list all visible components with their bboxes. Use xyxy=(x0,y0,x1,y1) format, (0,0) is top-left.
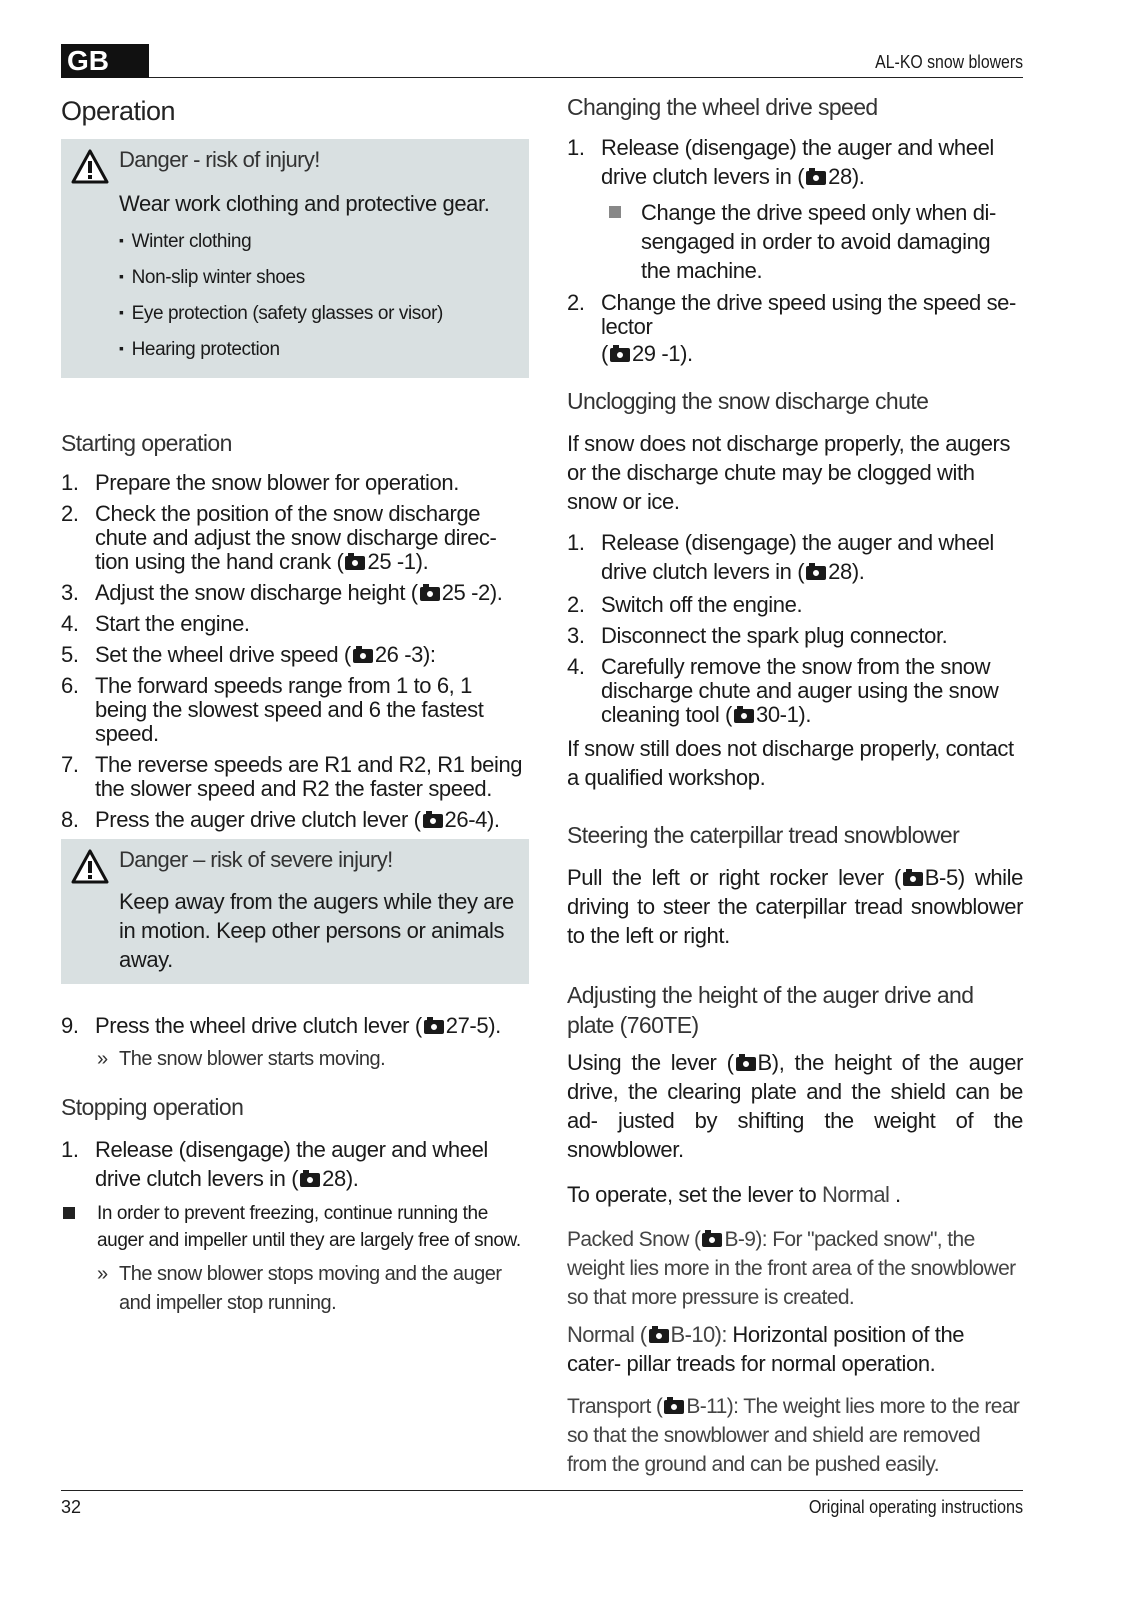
note-freezing: In order to prevent freezing, continue running the auger and impeller until they are largely free of snow. xyxy=(61,1200,529,1254)
step-item: 7. The reverse speeds are R1 and R2, R1 being the slower speed and R2 the faster speed. xyxy=(61,752,523,801)
step-item: 4. Start the engine. xyxy=(61,611,250,636)
unclog-intro: If snow does not discharge properly, the augers or the discharge chute may be clogged with snow or ice. xyxy=(567,431,1011,514)
page-header xyxy=(61,44,1023,78)
step-item: 1. Prepare the snow blower for operation. xyxy=(61,470,459,495)
unclog-steps xyxy=(567,528,1023,727)
list-item: ▪ Winter clothing xyxy=(119,224,519,260)
step-item: 3. Disconnect the spark plug connector. xyxy=(567,623,948,648)
unclog-outro: If snow still does not discharge properly, contact a qualified workshop. xyxy=(567,736,1014,790)
protective-gear-list xyxy=(119,224,519,368)
danger-text: Keep away from the augers while they are in motion. Keep other persons or animals away. xyxy=(119,889,514,972)
heading-height-adjust: Adjusting the height of the auger drive and plate (760TE) xyxy=(567,982,974,1038)
list-item: ▪ Non-slip winter shoes xyxy=(119,260,519,296)
warning-triangle-icon xyxy=(71,149,109,185)
height-text: Using the lever ( B), the height of the auger drive, the clearing plate and the shield can be ad- justed by shifting the weight of the snowblower. xyxy=(567,1050,1023,1162)
step-item: 1. Release (disengage) the auger and wheel drive clutch levers in ( 28). xyxy=(567,135,994,189)
camera-icon xyxy=(420,587,440,601)
page-footer xyxy=(61,1490,1023,1530)
camera-icon xyxy=(664,1400,684,1414)
packed-snow-text: Packed Snow ( B-9): For "packed snow", the weight lies more in the front area of the snowblower so that more pressure is created. xyxy=(567,1228,1016,1309)
camera-icon xyxy=(353,649,373,663)
left-column xyxy=(61,92,529,1318)
right-column xyxy=(567,92,1023,1479)
step-item: 9. Press the wheel drive clutch lever ( 27-5). xyxy=(61,1013,501,1038)
starting-steps xyxy=(61,471,529,832)
note-square-icon xyxy=(63,1207,75,1219)
note-drive-speed: Change the drive speed only when di- sengaged in order to avoid damaging the machine. xyxy=(567,198,1023,285)
step-item: 6. The forward speeds range from 1 to 6, 1 being the slowest speed and 6 the fastest speed. xyxy=(61,673,484,746)
footer-title: Original operating instructions xyxy=(808,1497,1023,1517)
step-item: 4. Carefully remove the snow from the snow discharge chute and auger using the snow cleaning tool ( 30-1). xyxy=(567,654,999,727)
speed-selector-ref: ( 29 -1). xyxy=(601,341,693,366)
page-number: 32 xyxy=(61,1497,82,1517)
result-text: » The snow blower stops moving and the auger and impeller stop running. xyxy=(97,1263,502,1314)
camera-icon xyxy=(736,1057,756,1071)
camera-icon xyxy=(702,1233,722,1247)
wheel-speed-steps xyxy=(567,133,1023,191)
step-9 xyxy=(61,1014,529,1038)
list-item: ▪ Eye protection (safety glasses or visor) xyxy=(119,296,519,332)
steering-text: Pull the left or right rocker lever ( B-5) while driving to steer the caterpillar tread snowblower to the left or right. xyxy=(567,865,1023,948)
camera-icon xyxy=(649,1329,669,1343)
camera-icon xyxy=(345,556,365,570)
language-badge: GB xyxy=(61,44,149,78)
camera-icon xyxy=(424,1020,444,1034)
result-text: » The snow blower starts moving. xyxy=(97,1048,386,1070)
heading-wheel-speed: Changing the wheel drive speed xyxy=(567,94,878,120)
step-item: 1. Release (disengage) the auger and wheel drive clutch levers in ( 28). xyxy=(61,1137,488,1191)
warning-triangle-icon xyxy=(71,849,109,885)
stopping-steps xyxy=(61,1135,529,1193)
camera-icon xyxy=(300,1173,320,1187)
danger-box-injury xyxy=(61,139,529,378)
list-item: ▪ Hearing protection xyxy=(119,332,519,368)
transport-text: Transport ( B-11): The weight lies more to the rear so that the snowblower and shield are removed from the ground and can be pushed easily. xyxy=(567,1395,1020,1476)
danger-text: Wear work clothing and protective gear. xyxy=(119,191,490,216)
operate-text: To operate, set the lever to Normal . xyxy=(567,1182,901,1207)
section-title-operation: Operation xyxy=(61,96,176,126)
step-item: 3. Adjust the snow discharge height ( 25 -2). xyxy=(61,580,503,605)
danger-title: Danger - risk of injury! xyxy=(119,147,320,172)
danger-box-severe xyxy=(61,839,529,984)
camera-icon xyxy=(734,709,754,723)
heading-stopping-operation: Stopping operation xyxy=(61,1094,244,1120)
camera-icon xyxy=(423,814,443,828)
step-item: 5. Set the wheel drive speed ( 26 -3): xyxy=(61,642,436,667)
step-item: 2. Change the drive speed using the speed se- lector xyxy=(567,290,1016,339)
camera-icon xyxy=(806,171,826,185)
step-item: 1. Release (disengage) the auger and wheel drive clutch levers in ( 28). xyxy=(567,530,994,584)
camera-icon xyxy=(903,872,923,886)
heading-starting-operation: Starting operation xyxy=(61,430,232,456)
camera-icon xyxy=(610,348,630,362)
note-square-icon xyxy=(609,206,621,218)
heading-steering: Steering the caterpillar tread snowblower xyxy=(567,822,960,848)
step-item: 2. Check the position of the snow discharge chute and adjust the snow discharge direc- tion using the hand crank ( 25 -1). xyxy=(61,501,497,574)
danger-title: Danger – risk of severe injury! xyxy=(119,847,393,872)
step-item: 8. Press the auger drive clutch lever ( 26-4). xyxy=(61,807,500,832)
wheel-speed-step-2 xyxy=(567,291,1023,339)
step-item: 2. Switch off the engine. xyxy=(567,592,803,617)
header-title: AL-KO snow blowers xyxy=(875,52,1023,72)
camera-icon xyxy=(806,566,826,580)
heading-unclog: Unclogging the snow discharge chute xyxy=(567,388,929,414)
normal-text: Normal ( B-10): Horizontal position of the cater- pillar treads for normal operation. xyxy=(567,1322,965,1376)
